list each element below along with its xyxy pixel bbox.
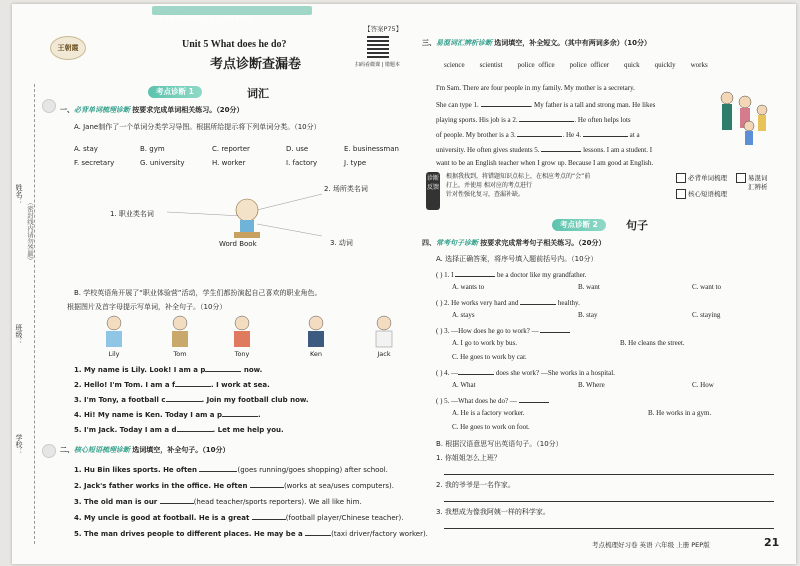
answer-blank[interactable]: [250, 480, 284, 488]
word-option: E. businessman: [344, 145, 399, 153]
mcq-option[interactable]: B. stay: [578, 311, 598, 319]
answer-line[interactable]: [444, 474, 774, 475]
part-1-heading: 一、必背单词梳理诊断 按要求完成单词相关练习。（20分）: [60, 106, 244, 114]
page-number: 21: [764, 536, 780, 549]
passage-line: university. He often gives students 5. lessons. I am a student. I: [436, 146, 653, 154]
kid-label: Jack: [377, 350, 391, 358]
school-label: 学校：: [15, 434, 23, 455]
passage-line: of people. My brother is a 3. . He 4. at a: [436, 131, 640, 139]
kid-label: Ken: [309, 350, 323, 358]
c-sentence: 1. Hu Bin likes sports. He often (goes running/goes shopping) after school.: [74, 466, 388, 474]
word-option: J. type: [344, 159, 367, 167]
b-sentence: 5. I'm Jack. Today I am a d . Let me help you.: [74, 426, 284, 434]
mcq-option[interactable]: C. staying: [692, 311, 721, 319]
answer-line[interactable]: [444, 501, 774, 502]
b-sentence: 4. Hi! My name is Ken. Today I am a p .: [74, 411, 261, 419]
checkbox-vocab[interactable]: [676, 173, 686, 183]
passage-line: want to be an English teacher when I grow up. Because I am good at English.: [436, 159, 654, 167]
mcq-stem: ( ) 1. I be a doctor like my grandfather.: [436, 271, 587, 279]
word-option: B. gym: [140, 145, 165, 153]
answer-line[interactable]: [444, 528, 774, 529]
word-option: D. use: [286, 145, 309, 153]
passage-line: She can type 1. . My father is a tall and strong man. He likes: [436, 101, 656, 109]
answer-blank[interactable]: [175, 379, 211, 387]
answer-blank[interactable]: [583, 129, 628, 137]
answer-blank[interactable]: [520, 297, 556, 305]
check-label-phrase: 核心短语梳理: [688, 190, 727, 198]
mcq-option[interactable]: C. He goes to work on foot.: [452, 423, 530, 431]
answer-blank[interactable]: [517, 129, 562, 137]
class-label: 班级：: [15, 324, 23, 345]
answer-blank[interactable]: [519, 395, 549, 403]
map-label-verb: 3. 动词: [330, 239, 353, 247]
answer-blank[interactable]: [540, 325, 570, 333]
mcq-option[interactable]: A. He is a factory worker.: [452, 409, 525, 417]
checkbox-phrase[interactable]: [676, 189, 686, 199]
part-2-heading: 二、核心短语梳理诊断 选词填空，补全句子。（10分）: [60, 446, 230, 454]
translation-prompt: 3. 我想成为像我阿姨一样的科学家。: [436, 508, 550, 516]
part-1b-instruction: B. 学校英语角开展了“职业体验营”活动，学生们都扮演起自己喜欢的职业角色。: [74, 289, 322, 297]
kid-label: Tony: [234, 350, 250, 358]
binding-hole: [42, 99, 56, 113]
section-1-tag: 考点诊断 1: [148, 86, 202, 98]
check-label-vocab: 必背单词梳理: [688, 174, 727, 182]
word-option: F. secretary: [74, 159, 115, 167]
qr-code-icon: [367, 36, 389, 58]
b-sentence: 3. I'm Tony, a football c . Join my football club now.: [74, 396, 309, 404]
translation-prompt: 2. 我的爷爷是一名作家。: [436, 481, 515, 489]
word-option: A. stay: [74, 145, 98, 153]
c-sentence: 3. The old man is our (head teacher/sports reporters). We all like him.: [74, 498, 362, 506]
passage-line: playing sports. His job is a 2. . He often helps lots: [436, 116, 631, 124]
mcq-option[interactable]: A. wants to: [452, 283, 485, 291]
mcq-option[interactable]: B. He works in a gym.: [648, 409, 712, 417]
diagnosis-text: 根据我找到，将错题知识点标上，在相应考点的“会”前 打上，并使用 相对应的考点进行 针对性强化复习，查漏补缺。: [446, 173, 591, 198]
part-1b-instruction-2: 根据图片及首字母提示写单词，补全句子。（10分）: [67, 303, 227, 311]
seal-text: （密封线内请勿答题）: [26, 199, 34, 264]
kid-label: Tom: [173, 350, 187, 358]
answer-blank[interactable]: [481, 99, 531, 107]
answer-blank[interactable]: [455, 269, 495, 277]
mcq-option[interactable]: B. want: [578, 283, 600, 291]
section-2-tag: 考点诊断 2: [552, 219, 606, 231]
word-option: G. university: [140, 159, 185, 167]
answer-blank[interactable]: [166, 394, 202, 402]
answer-blank[interactable]: [222, 409, 258, 417]
answer-blank[interactable]: [199, 464, 237, 472]
mcq-stem: ( ) 2. He works very hard and healthy.: [436, 299, 580, 307]
mcq-stem: ( ) 4. — does she work? —She works in a hospital.: [436, 369, 615, 377]
answer-blank[interactable]: [305, 528, 331, 536]
word-option: I. factory: [286, 159, 318, 167]
mcq-stem: ( ) 3. —How does he go to work? —: [436, 325, 570, 335]
binding-line: [34, 84, 36, 544]
b-sentence: 1. My name is Lily. Look! I am a p now.: [74, 366, 263, 374]
answer-blank[interactable]: [541, 144, 581, 152]
top-banner: 考点聚焦与复习 英语 六年级 PEP版: [152, 6, 312, 15]
word-bank: science scientist police office police officer quick quickly works: [444, 61, 708, 69]
mcq-option[interactable]: C. want to: [692, 283, 721, 291]
family-illustration: [717, 88, 773, 150]
mcq-stem: ( ) 5. —What does he do? —: [436, 395, 549, 405]
answer-blank[interactable]: [205, 364, 241, 372]
answer-blank[interactable]: [160, 496, 194, 504]
map-center-label: Word Book: [219, 240, 257, 248]
worksheet-page: [12, 4, 796, 564]
diagnosis-label: 诊断反馈: [426, 172, 440, 210]
translation-prompt: 1. 你姐姐怎么上班？: [436, 454, 501, 462]
title-english: Unit 5 What does he do?: [182, 39, 287, 50]
qr-caption: 扫码看微课 | 错题本: [355, 62, 400, 68]
word-option: H. worker: [212, 159, 246, 167]
passage-line: I'm Sam. There are four people in my family. My mother is a secretary.: [436, 84, 635, 92]
c-sentence: 2. Jack's father works in the office. He often (works at sea/uses computers).: [74, 482, 394, 490]
answer-blank[interactable]: [519, 114, 574, 122]
b-sentence: 2. Hello! I'm Tom. I am a f . I work at sea.: [74, 381, 270, 389]
footer-text: 考点梳理好习卷 英语 六年级 上册 PEP版: [592, 541, 710, 549]
mcq-option[interactable]: C. He goes to work by car.: [452, 353, 527, 361]
part-1a-instruction: A. Jane制作了一个单词分类学习导图。根据所给提示将下列单词分类。（10分）: [74, 123, 321, 131]
part-3-heading: 三、易混词汇辨析诊断 选词填空，补全短文。（其中有两词多余）（10分）: [422, 39, 651, 47]
answer-code: 【答案P75】: [364, 25, 403, 33]
mcq-option[interactable]: B. Where: [578, 381, 605, 389]
title-chinese: 考点诊断查漏卷: [210, 57, 302, 72]
c-sentence: 4. My uncle is good at football. He is a great (football player/Chinese teacher).: [74, 514, 404, 522]
mcq-option[interactable]: A. stays: [452, 311, 475, 319]
section-2-word: 句子: [626, 219, 648, 232]
name-label: 姓名：: [15, 184, 23, 205]
check-label-confusing: 易混词汇辨析: [748, 174, 768, 191]
c-sentence: 5. The man drives people to different places. He may be a (taxi driver/factory worker).: [74, 530, 428, 538]
answer-blank[interactable]: [252, 512, 286, 520]
answer-blank[interactable]: [458, 367, 494, 375]
map-label-occupation: 1. 职业类名词: [110, 210, 154, 218]
mcq-option[interactable]: A. What: [452, 381, 476, 389]
brand-logo: 王朝霞: [50, 36, 86, 60]
answer-blank[interactable]: [177, 424, 213, 432]
map-label-place: 2. 场所类名词: [324, 185, 368, 193]
kids-illustration: [92, 314, 412, 350]
part-4-heading: 四、常考句子诊断 按要求完成常考句子相关练习。（20分）: [422, 239, 606, 247]
kid-label: Lily: [108, 350, 120, 358]
part-4a-instruction: A. 选择正确答案，将序号填入题前括号内。（10分）: [436, 255, 598, 263]
part-4b-instruction: B. 根据汉语意思写出英语句子。（10分）: [436, 440, 563, 448]
mcq-option[interactable]: B. He cleans the street.: [620, 339, 685, 347]
mcq-option[interactable]: C. How: [692, 381, 714, 389]
checkbox-confusing[interactable]: [736, 173, 746, 183]
section-1-word: 词汇: [247, 87, 269, 100]
mcq-option[interactable]: A. I go to work by bus.: [452, 339, 517, 347]
binding-hole: [42, 444, 56, 458]
word-option: C. reporter: [212, 145, 250, 153]
